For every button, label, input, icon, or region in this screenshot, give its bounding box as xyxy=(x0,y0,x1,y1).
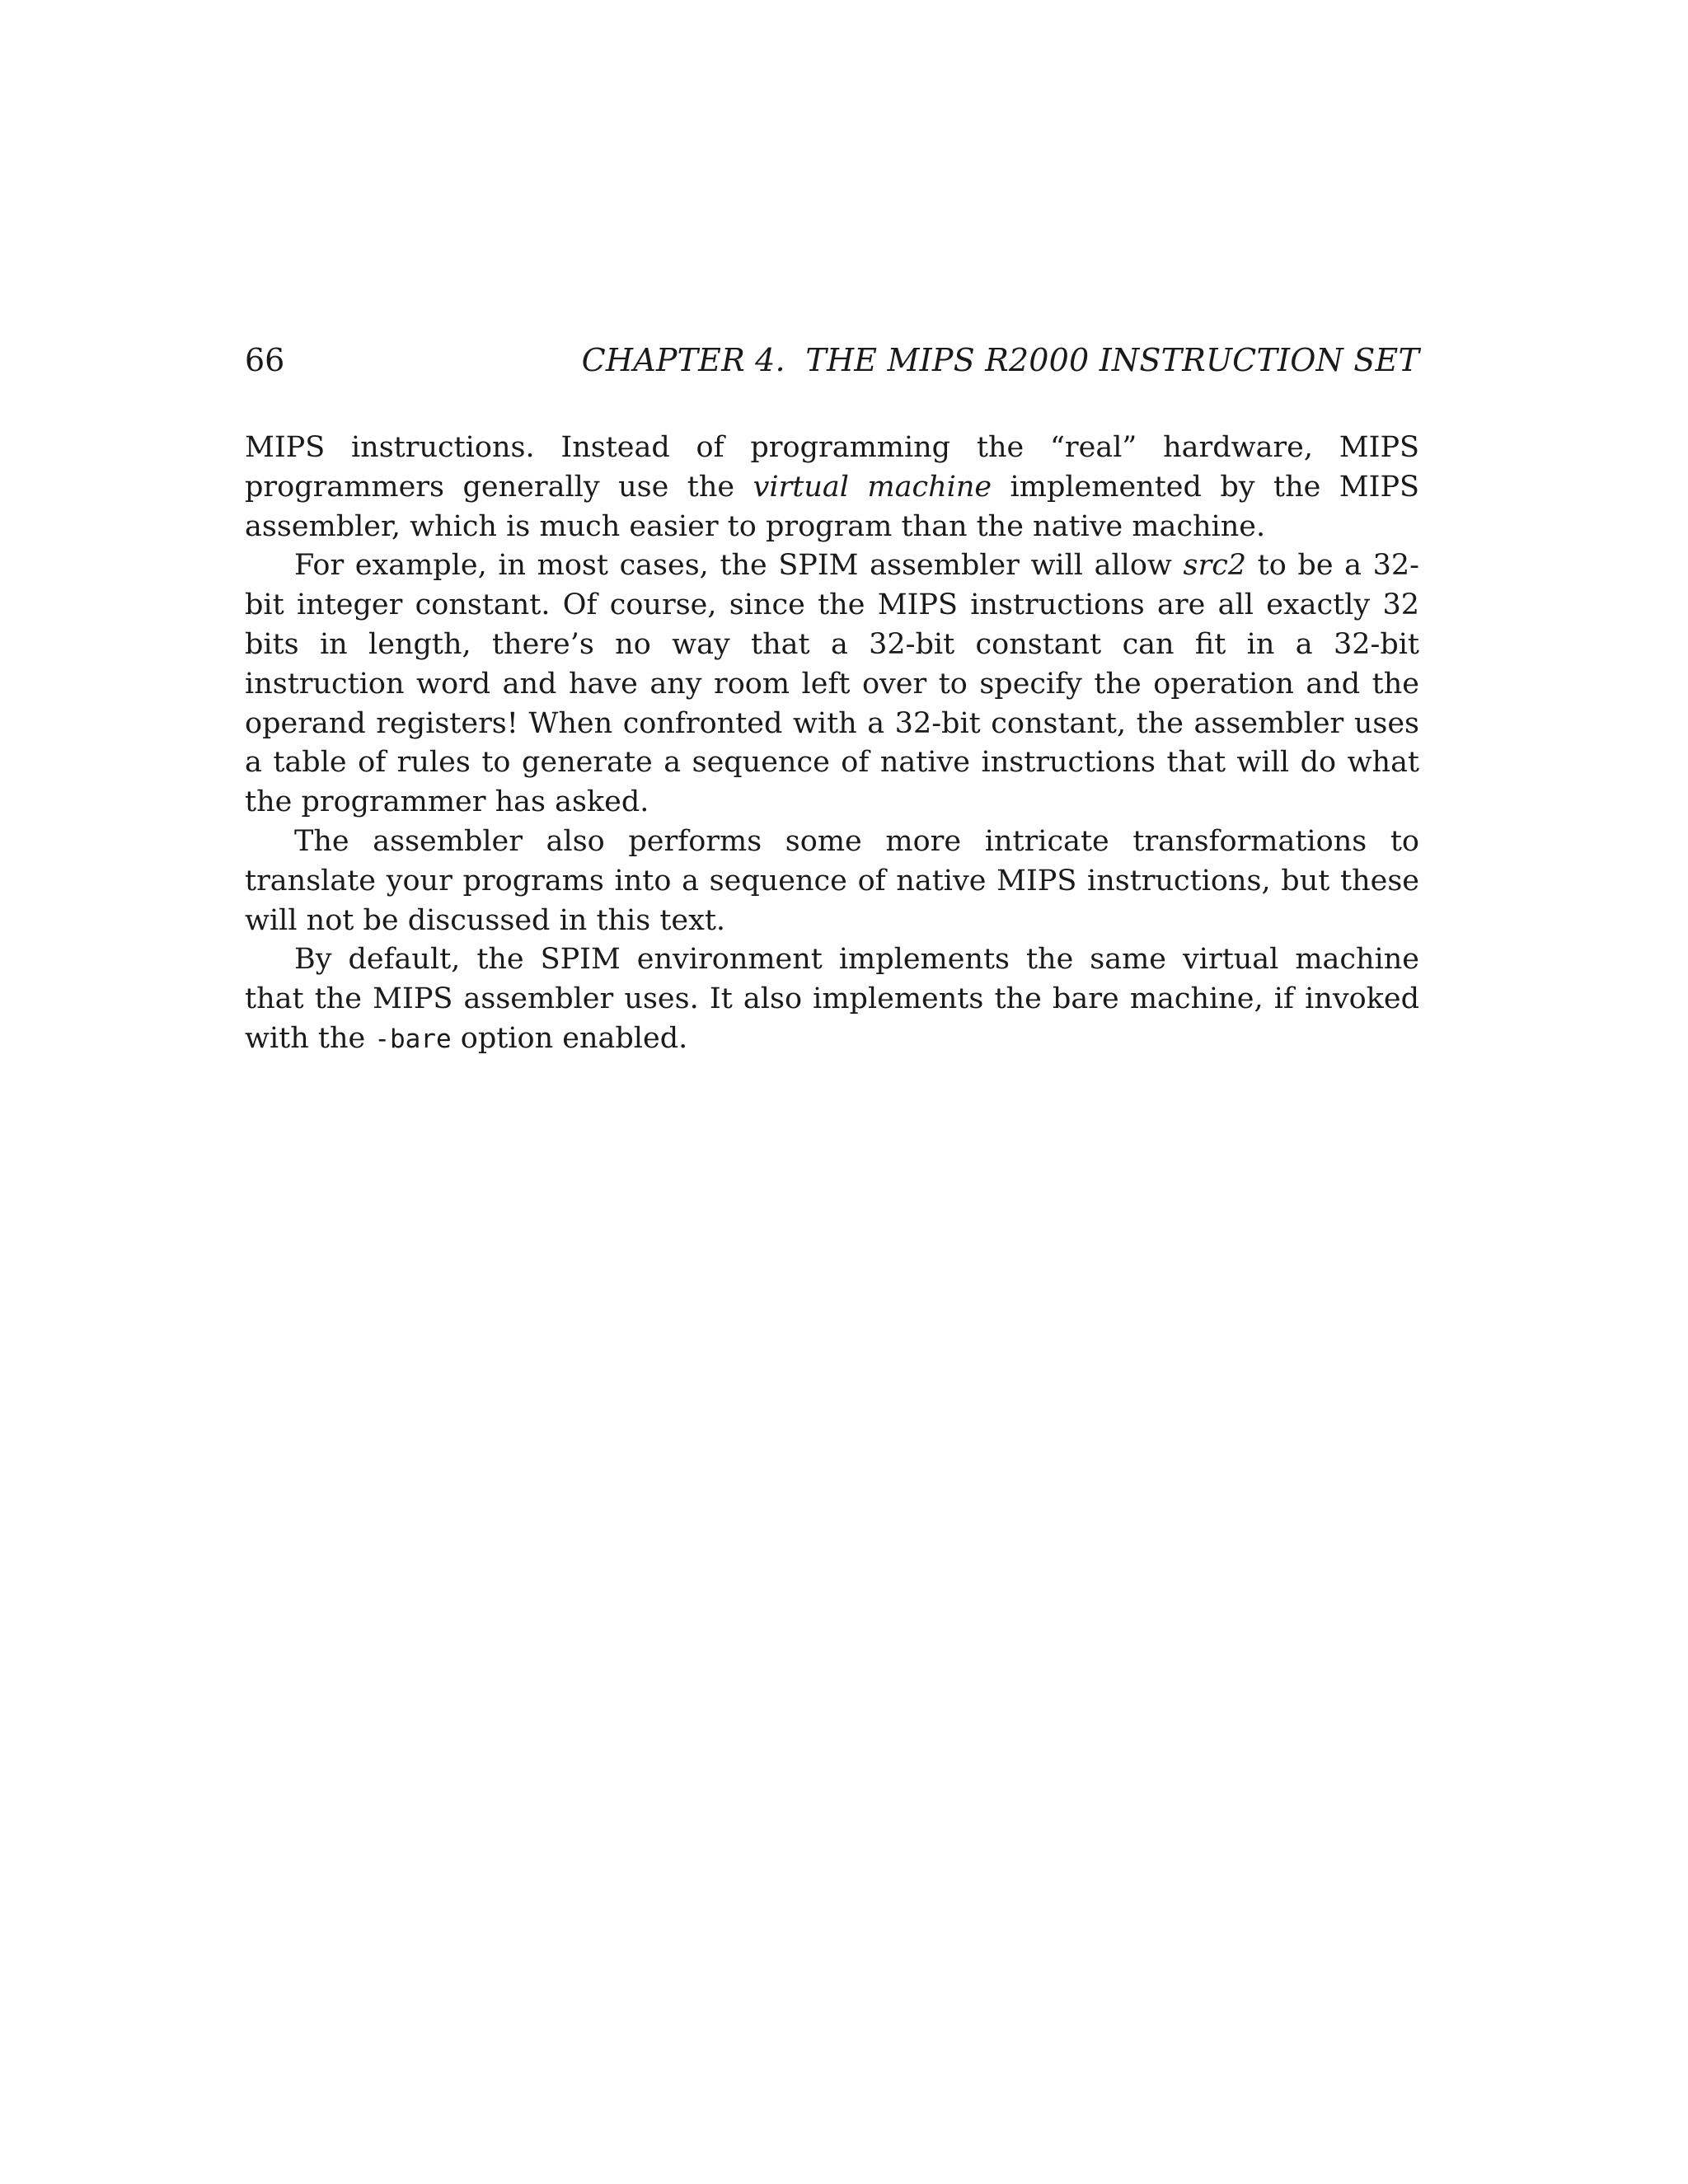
page-number: 66 xyxy=(245,342,285,378)
page-header xyxy=(245,340,1419,381)
virtual-machine-term: virtual machine xyxy=(753,470,992,504)
paragraph-4-text-b: option enabled. xyxy=(451,1021,688,1055)
paragraph-1-text-b: implemented by the MIPS assembler, which is much easier to program than the native machine. xyxy=(245,470,1419,543)
paragraph-2 xyxy=(245,546,1419,823)
paragraph-4 xyxy=(245,940,1419,1059)
paragraph-1 xyxy=(245,429,1419,546)
body-text xyxy=(245,429,1419,1060)
bare-option-code: -bare xyxy=(374,1024,452,1054)
paragraph-2-text-a: For example, in most cases, the SPIM assembler will allow xyxy=(294,549,1184,583)
running-head: CHAPTER 4. THE MIPS R2000 INSTRUCTION SET xyxy=(581,342,1419,378)
paragraph-1-text-a: MIPS instructions. Instead of programming the “real” hardware, MIPS programmers generally use the xyxy=(245,431,1419,504)
paragraph-3: The assembler also performs some more intricate transformations to translate your programs into a sequence of native MIPS instructions, but these will not be discussed in this text. xyxy=(245,824,1419,937)
src2-term: src2 xyxy=(1183,549,1247,583)
paragraph-4-text-a: By default, the SPIM environment implements the same virtual machine that the MIPS assembler uses. It also implements the bare machine, if invoked with the xyxy=(245,943,1419,1055)
paragraph-2-text-b: to be a 32-bit integer constant. Of course, since the MIPS instructions are all exactly 32 bits in length, there’s no way that a 32-bit constant can fit in a 32-bit instruction word and have any room left over to specify the operation and the operand registers! When confronted with a 32-bit constant, the assembler uses a table of rules to generate a sequence of native instructions that will do what the programmer has asked. xyxy=(245,549,1419,819)
